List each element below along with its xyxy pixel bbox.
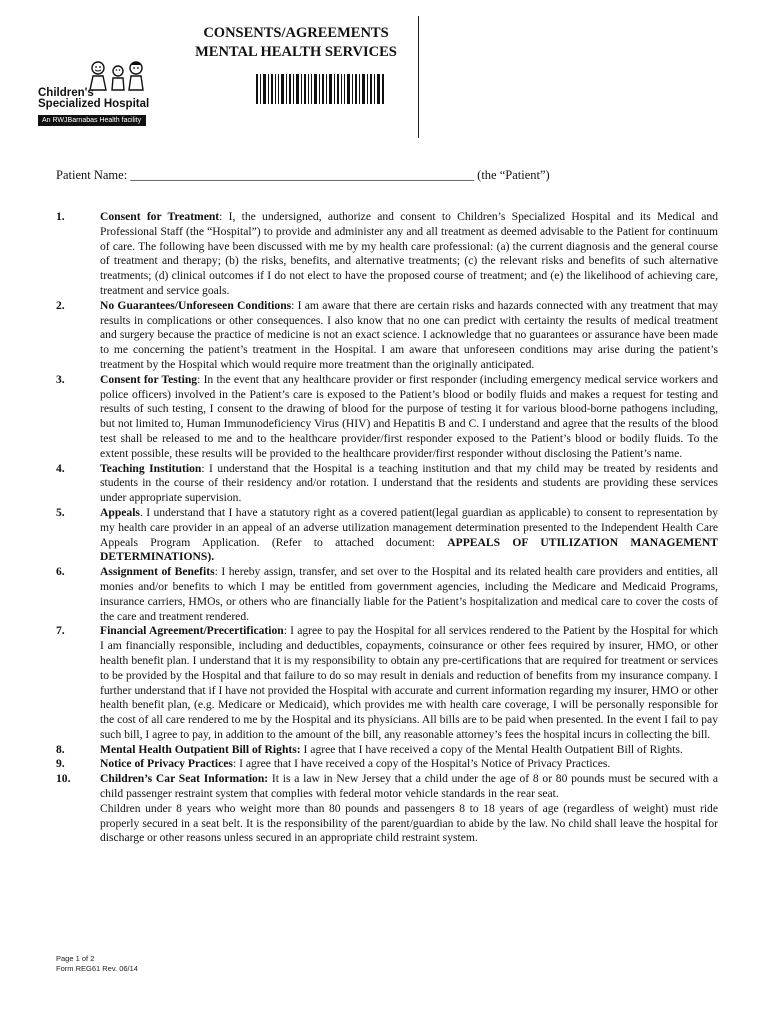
item-body: I understand that the Hospital is a teaching institution and that my child may be treated by residents and students in the course of their residency and/or rotation. I understand that the residents and students are providing these services under appropriate supervision.: [100, 461, 718, 505]
logo-wordmark: [38, 88, 156, 110]
barcode-icon: [256, 74, 384, 104]
consent-item: [56, 743, 718, 758]
logo-tagline: An RWJBarnabas Health facility: [38, 115, 146, 126]
consent-item: 4. Teaching Institution: I understand that the Hospital is a teaching institution and that my child may be treated by residents and students in the course of their residency and/or rotation. I understand that the residents and students are providing these services under appropriate supervision.: [56, 461, 718, 505]
item-heading: Notice of Privacy Practices: [100, 757, 233, 771]
item-body: I agree to pay the Hospital for all services rendered to the Patient by the Hospital for which I am financially responsible, including and deductibles, copayments, coinsurance or other fees required by insurer, HMO, or other health benefit plan. I understand that it is my responsibility to obtain any pre-certifications that are required for treatment or services to be provided by the Hospital and that failure to do so may result in denials and reduction of benefits from my insurance company. I further understand that if I have not provided the Hospital with accurate and current information regarding my insurer, HMO or other health benefit plan, (e.g. Medicare or Medicaid), which provides me with health care coverage, I will be personally responsible for the cost of all care rendered to me by the Hospital and its physicians. All bills are to be paid when presented. In the event I fail to pay such bill, I agree to pay, in addition to the amount of the bill, any reasonable attorney’s fees the hospital incurs in collecting the bill.: [100, 624, 719, 741]
item-number: 9.: [56, 757, 65, 771]
consent-item: 7. Financial Agreement/Precertification: I agree to pay the Hospital for all services rendered to the Patient by the Hospital for which I am financially responsible, including and deductibles, copayments, coinsurance or other fees required by insurer, HMO, or other health benefit plan. I understand that it is my responsibility to obtain any pre-certifications that are required for treatment or services to be provided by the Hospital and that failure to do so may result in denials and reduction of benefits from my insurance company. I further understand that if I have not provided the Hospital with accurate and current information regarding my insurer, HMO or other health benefit plan, (e.g. Medicare or Medicaid), which provides me with health care coverage, I will be personally responsible for the cost of all care rendered to me by the Hospital and its physicians. All bills are to be paid when presented. In the event I fail to pay such bill, I agree to pay, in addition to the amount of the bill, any reasonable attorney’s fees the hospital incurs in collecting the bill.: [56, 624, 719, 741]
item-body: It is a law in New Jersey that a child under the age of 8 or 80 pounds must be secured with a child passenger restraint system that complies with federal motor vehicle standards in the rear seat.: [100, 772, 718, 801]
consent-item: 9. Notice of Privacy Practices: I agree that I have received a copy of the Hospital’s Notice of Privacy Practices.: [56, 757, 611, 771]
page-footer: [56, 954, 138, 974]
patient-name-field[interactable]: [56, 168, 550, 183]
item-number: 1.: [56, 210, 65, 223]
item-extra-paragraph: Children under 8 years who weight more than 80 pounds and passengers 8 to 18 years of age (regardless of weight) must ride properly secured in a seat belt. It is the responsibility of the parent/guardian to abide by the law. No child shall leave the hospital for discharge or other reasons unless secured in an appropriate child restraint system.: [100, 801, 718, 845]
patient-name-label: Patient Name:: [56, 168, 128, 182]
document-header: [0, 0, 770, 140]
item-body: I understand that I have a statutory right as a covered patient(legal guardian as applicable) to consent to representation by my health care provider in an appeal of an adverse utilization management determination presented to the Independent Health Care Appeals Program Application. (Refer to attached document:: [100, 505, 718, 549]
consent-item: 6. Assignment of Benefits: I hereby assign, transfer, and set over to the Hospital and its related health care providers and entities, all monies and/or benefits to which I may be entitled from government agencies, including the Medicare and Medicaid Programs, insurance carriers, HMOs, or others who are financially liable for the Patient’s hospitalization and medical care to cover the costs of the care and treatment rendered.: [56, 565, 719, 623]
form-number: Form REG61 Rev. 06/14: [56, 964, 138, 973]
consent-item: 2. No Guarantees/Unforeseen Conditions: I am aware that there are certain risks and hazards connected with any treatment that may results in complications or other consequences. I also know that no one can predict with certainty the results of medical treatment and surgery because the practice of medicine is not an exact science. I acknowledge that no guarantees or assurance have been made to me concerning the patient’s treatment in the Hospital. I am aware that unforeseen conditions may arise during the patient’s treatment by the Hospital which would require more treatment than the originally anticipated.: [56, 298, 718, 371]
item-number: 8.: [56, 742, 65, 756]
page-number: Page 1 of 2: [56, 954, 95, 963]
consent-item: 1. Consent for Treatment: I, the undersigned, authorize and consent to Children’s Specialized Hospital and its Medical and Professional Staff (the “Hospital”) to provide and administer any and all treatment as deemed advisable to the Patient for continuum of care. The following have been discussed with me by my health care professional: (a) the current diagnosis and the general course of treatment and therapy; (b) the risks, benefits, and alternative treatments; (c) the relevant risks and benefits of such alternative treatments; (d) clinical outcomes if I do not elect to have the proposed course of treatment; and (e) the likelihood of achieving care, treatment and service goals.: [56, 210, 718, 297]
consent-items: [56, 210, 718, 846]
item-heading: Teaching Institution: [100, 461, 202, 475]
logo-name-line1: Children's: [38, 87, 94, 99]
item-number: 7.: [56, 624, 65, 638]
item-heading: Children’s Car Seat Information:: [100, 772, 269, 786]
item-number: 2.: [56, 298, 65, 312]
title-line-2: MENTAL HEALTH SERVICES: [195, 44, 397, 60]
consent-item: 3. Consent for Testing: In the event that any healthcare provider or first responder (including emergency medical service workers and police officers) involved in the Patient’s care is exposed to the Patient’s blood or bodily fluids and makes a request for testing and results of such testing, I consent to the drawing of blood for the purpose of testing it for various blood-borne pathogens including, but not limited to, Human Immunodeficiency Virus (HIV) and Hepatitis B and C. I understand and agree that the results of the blood test shall be released to me and to the healthcare provider/first responder exposed to the Patient’s blood or bodily fluids. To the extent possible, these results will be provided to the healthcare provider/first responder without disclosing the Patient’s name.: [56, 372, 718, 460]
item-number: 5.: [56, 505, 65, 519]
item-number: 6.: [56, 565, 65, 579]
item-heading: Appeals: [100, 505, 140, 519]
item-heading: Consent for Treatment: [100, 210, 220, 223]
item-heading: Assignment of Benefits: [100, 565, 215, 579]
item-body: I, the undersigned, authorize and consent to Children’s Specialized Hospital and its Medical and Professional Staff (the “Hospital”) to provide and administer any and all treatment as deemed advisable to the Patient for continuum of care. The following have been discussed with me by my health care professional: (a) the current diagnosis and the general course of treatment and therapy; (b) the risks, benefits, and alternative treatments; (c) the relevant risks and benefits of such alternative treatments; (d) clinical outcomes if I do not elect to have the proposed course of treatment; and (e) the likelihood of achieving care, treatment and service goals.: [100, 210, 718, 297]
item-heading: Mental Health Outpatient Bill of Rights:: [100, 742, 301, 756]
logo-name-line2: Specialized Hospital: [38, 98, 150, 110]
item-reference: APPEALS OF UTILIZATION MANAGEMENT DETERMINATIONS).: [100, 535, 718, 564]
title-line-1: CONSENTS/AGREEMENTS: [203, 25, 389, 41]
consent-item: [56, 772, 718, 846]
document-title: [166, 24, 426, 62]
item-body: In the event that any healthcare provider or first responder (including emergency medical service workers and police officers) involved in the Patient’s care is exposed to the Patient’s blood or bodily fluids and makes a request for testing and results of such testing, I consent to the drawing of blood for the purpose of testing it for various blood-borne pathogens including, but not limited to, Human Immunodeficiency Virus (HIV) and Hepatitis B and C. I understand and agree that the results of the blood test shall be released to me and to the healthcare provider/first responder exposed to the Patient’s blood or bodily fluids. To the extent possible, these results will be provided to the healthcare provider/first responder without disclosing the Patient’s name.: [100, 372, 718, 460]
item-heading: Consent for Testing: [100, 372, 198, 386]
patient-name-suffix: (the “Patient”): [477, 168, 550, 182]
patient-name-blank[interactable]: _______________________________________________________: [130, 168, 475, 182]
item-number: 3.: [56, 372, 65, 386]
item-body: I hereby assign, transfer, and set over to the Hospital and its related health care providers and entities, all monies and/or benefits to which I may be entitled from government agencies, including the Medicare and Medicaid Programs, insurance carriers, HMOs, or others who are financially liable for the Patient’s hospitalization and medical care to cover the costs of the care and treatment rendered.: [100, 565, 719, 623]
header-divider: [418, 16, 419, 138]
consent-item: 5. Appeals. I understand that I have a statutory right as a covered patient(legal guardian as applicable) to consent to representation by my health care provider in an appeal of an adverse utilization management determination presented to the Independent Health Care Appeals Program Application. (Refer to attached document: APPEALS OF UTILIZATION MANAGEMENT DETERMINATIONS).: [56, 505, 718, 564]
item-heading: No Guarantees/Unforeseen Conditions: [100, 298, 292, 312]
item-body: I am aware that there are certain risks and hazards connected with any treatment that may results in complications or other consequences. I also know that no one can predict with certainty the results of medical treatment and surgery because the practice of medicine is not an exact science. I acknowledge that no guarantees or assurance have been made to me concerning the patient’s treatment in the Hospital. I am aware that unforeseen conditions may arise during the patient’s treatment by the Hospital which would require more treatment than the originally anticipated.: [100, 298, 718, 371]
hospital-logo: [36, 60, 156, 130]
item-number: 4.: [56, 461, 65, 475]
item-heading: Financial Agreement/Precertification: [100, 624, 284, 638]
item-number: 10.: [56, 772, 71, 786]
item-body: I agree that I have received a copy of the Mental Health Outpatient Bill of Rights.: [303, 742, 683, 756]
item-body: I agree that I have received a copy of the Hospital’s Notice of Privacy Practices.: [239, 757, 611, 771]
